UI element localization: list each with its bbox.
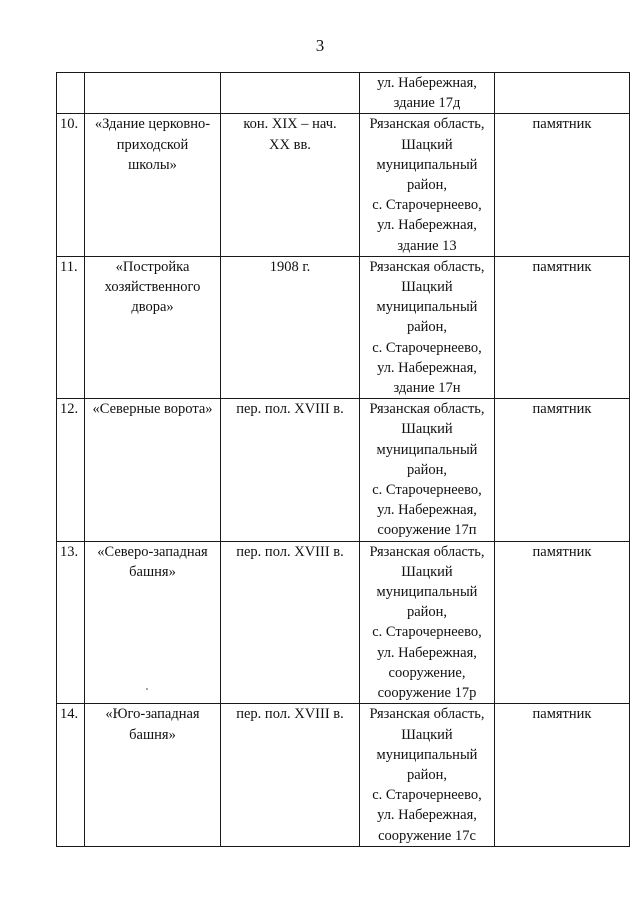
object-name-line: башня» xyxy=(129,563,176,580)
address-line: Рязанская область, xyxy=(369,401,485,418)
object-name-line: приходской xyxy=(116,136,189,153)
table-row xyxy=(57,541,630,704)
address-line: Рязанская область, xyxy=(369,258,485,275)
object-name-line: «Северные ворота» xyxy=(92,401,213,418)
address-line: муниципальный xyxy=(376,746,478,763)
address-cell xyxy=(360,541,495,704)
row-number-cell: 12. xyxy=(57,399,85,541)
scan-speck xyxy=(146,688,148,690)
address-line: муниципальный xyxy=(376,156,478,173)
category-cell: памятник xyxy=(495,541,630,704)
page-number: 3 xyxy=(315,36,325,55)
address-cell xyxy=(360,73,495,114)
address-line: ул. Набережная, xyxy=(377,75,477,91)
address-line: ул. Набережная, xyxy=(377,359,477,376)
table-row xyxy=(57,114,630,256)
table-row xyxy=(57,73,630,114)
object-name-line: «Здание церковно- xyxy=(94,116,211,133)
dating-cell xyxy=(221,114,360,256)
row-number-cell xyxy=(57,73,85,114)
address-line: Рязанская область, xyxy=(369,116,485,133)
address-cell xyxy=(360,114,495,256)
object-name-cell xyxy=(85,704,221,846)
row-number-cell: 10. xyxy=(57,114,85,256)
row-number-cell: 11. xyxy=(57,256,85,398)
address-line: сооружение, xyxy=(388,664,466,681)
object-name-line: школы» xyxy=(128,156,177,173)
address-line: Шацкий xyxy=(401,726,453,743)
object-name-line: хозяйственного xyxy=(104,279,201,296)
address-line: с. Старочернеево, xyxy=(372,482,482,499)
object-name-cell xyxy=(85,399,221,541)
row-number-cell: 14. xyxy=(57,704,85,846)
address-line: район, xyxy=(406,604,448,621)
object-name-cell xyxy=(85,114,221,256)
object-name-line: башня» xyxy=(129,726,176,743)
object-name-cell xyxy=(85,541,221,704)
dating-line: пер. пол. XVIII в. xyxy=(236,706,344,723)
category-cell: памятник xyxy=(495,256,630,398)
address-line: Рязанская область, xyxy=(369,543,485,560)
category-cell: памятник xyxy=(495,704,630,846)
address-line: район, xyxy=(406,766,448,783)
address-line: Рязанская область, xyxy=(369,706,485,723)
category-cell: памятник xyxy=(495,114,630,256)
address-line: с. Старочернеево, xyxy=(372,197,482,214)
address-line: ул. Набережная, xyxy=(377,217,477,234)
address-line: ул. Набережная, xyxy=(377,644,477,661)
object-name-line: «Юго-западная xyxy=(105,706,200,723)
table-row xyxy=(57,399,630,541)
address-line: сооружение 17р xyxy=(377,685,477,702)
table-row xyxy=(57,256,630,398)
dating-cell xyxy=(221,256,360,398)
dating-line: 1908 г. xyxy=(269,258,311,275)
address-line: ул. Набережная, xyxy=(377,807,477,824)
address-line: Шацкий xyxy=(401,279,453,296)
dating-line: XX вв. xyxy=(269,136,311,153)
object-name-line: «Постройка xyxy=(115,258,190,275)
address-line: район, xyxy=(406,319,448,336)
address-line: сооружение 17п xyxy=(377,522,477,539)
heritage-objects-table xyxy=(56,72,630,847)
address-line: муниципальный xyxy=(376,441,478,458)
address-line: район, xyxy=(406,461,448,478)
address-line: Шацкий xyxy=(401,421,453,438)
dating-cell xyxy=(221,73,360,114)
address-line: Шацкий xyxy=(401,563,453,580)
address-line: с. Старочернеево, xyxy=(372,339,482,356)
dating-cell xyxy=(221,704,360,846)
address-cell xyxy=(360,704,495,846)
address-line: с. Старочернеево, xyxy=(372,787,482,804)
row-number-cell: 13. xyxy=(57,541,85,704)
address-line: Шацкий xyxy=(401,136,453,153)
address-line: ул. Набережная, xyxy=(377,502,477,519)
address-line: район, xyxy=(406,177,448,194)
table-body xyxy=(57,73,630,847)
dating-line: пер. пол. XVIII в. xyxy=(236,543,344,560)
address-line: муниципальный xyxy=(376,299,478,316)
address-line: с. Старочернеево, xyxy=(372,624,482,641)
dating-line: пер. пол. XVIII в. xyxy=(236,401,344,418)
object-name-line: двора» xyxy=(131,299,174,316)
dating-cell xyxy=(221,541,360,704)
address-line: здание 17д xyxy=(393,95,461,112)
address-line: здание 13 xyxy=(397,237,457,254)
object-name-cell xyxy=(85,73,221,114)
dating-cell xyxy=(221,399,360,541)
category-cell: памятник xyxy=(495,399,630,541)
address-line: сооружение 17с xyxy=(378,827,476,844)
object-name-line: «Северо-западная xyxy=(97,543,208,560)
address-cell xyxy=(360,399,495,541)
address-line: муниципальный xyxy=(376,584,478,601)
table-row xyxy=(57,704,630,846)
dating-line: кон. XIX – нач. xyxy=(243,116,337,133)
address-line: здание 17н xyxy=(393,380,461,397)
category-cell xyxy=(495,73,630,114)
object-name-cell xyxy=(85,256,221,398)
address-cell xyxy=(360,256,495,398)
